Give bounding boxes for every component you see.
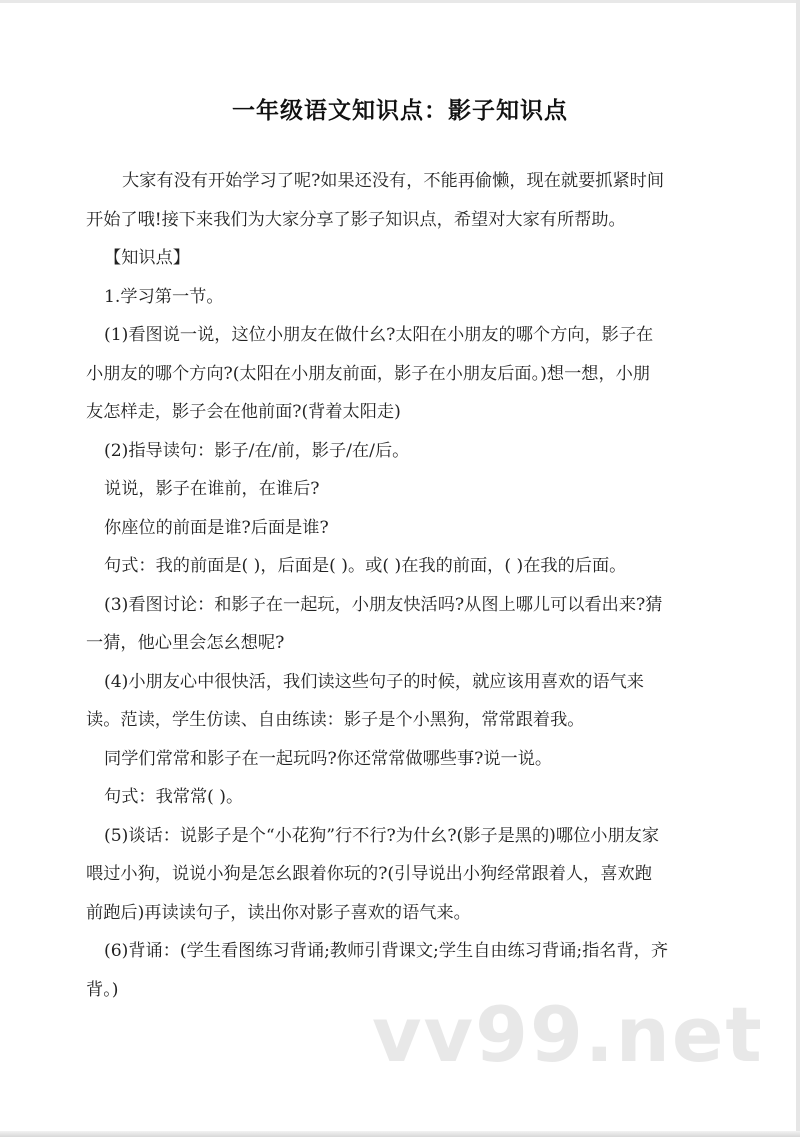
paragraph-line: 喂过小狗，说说小狗是怎幺跟着你玩的?(引导说出小狗经常跟着人，喜欢跑 — [86, 864, 652, 884]
paragraph-line: 开始了哦!接下来我们为大家分享了影子知识点，希望对大家有所帮助。 — [86, 209, 626, 230]
page-title: 一年级语文知识点：影子知识点 — [232, 98, 568, 124]
paragraph-line: 说说，影子在谁前，在谁后? — [104, 479, 320, 499]
paragraph-line: 句式：我常常( )。 — [104, 787, 244, 807]
page-top-border — [0, 0, 800, 3]
paragraph-line: (5)谈话：说影子是个“小花狗”行不行?为什幺?(影子是黑的)哪位小朋友家 — [104, 825, 660, 846]
paragraph-line: (3)看图讨论：和影子在一起玩，小朋友快活吗?从图上哪儿可以看出来?猜 — [104, 594, 663, 615]
page-bottom-border — [0, 1131, 800, 1137]
page-right-border — [796, 0, 800, 1137]
paragraph-line: 友怎样走，影子会在他前面?(背着太阳走) — [86, 402, 401, 422]
document-body — [86, 166, 714, 1005]
paragraph-line: 1.学习第一节。 — [104, 286, 224, 307]
paragraph-line: 同学们常常和影子在一起玩吗?你还常常做哪些事?说一说。 — [104, 748, 553, 769]
paragraph-line: 背。) — [86, 979, 119, 1000]
paragraph-line: 小朋友的哪个方向?(太阳在小朋友前面，影子在小朋友后面。)想一想，小朋 — [86, 363, 651, 384]
paragraph-line: 你座位的前面是谁?后面是谁? — [104, 517, 329, 538]
paragraph-line: (4)小朋友心中很快活，我们读这些句子的时候，就应该用喜欢的语气来 — [104, 671, 644, 692]
paragraph-line: 一猜，他心里会怎幺想呢? — [86, 633, 285, 653]
paragraph-line: 大家有没有开始学习了呢?如果还没有，不能再偷懒，现在就要抓紧时间 — [122, 171, 665, 191]
section-heading: 【知识点】 — [104, 248, 190, 268]
paragraph-line: (6)背诵：(学生看图练习背诵;教师引背课文;学生自由练习背诵;指名背，齐 — [104, 941, 669, 961]
paragraph-line: 读。范读，学生仿读、自由练读：影子是个小黑狗，常常跟着我。 — [86, 710, 585, 730]
paragraph-line: (2)指导读句：影子/在/前，影子/在/后。 — [104, 440, 410, 461]
paragraph-line: 前跑后)再读读句子，读出你对影子喜欢的语气来。 — [86, 902, 471, 923]
watermark: vv99.net — [372, 990, 764, 1079]
paragraph-line: 句式：我的前面是( )，后面是( )。或( )在我的前面，( )在我的后面。 — [104, 556, 627, 576]
paragraph-line: (1)看图说一说，这位小朋友在做什幺?太阳在小朋友的哪个方向，影子在 — [104, 325, 654, 345]
